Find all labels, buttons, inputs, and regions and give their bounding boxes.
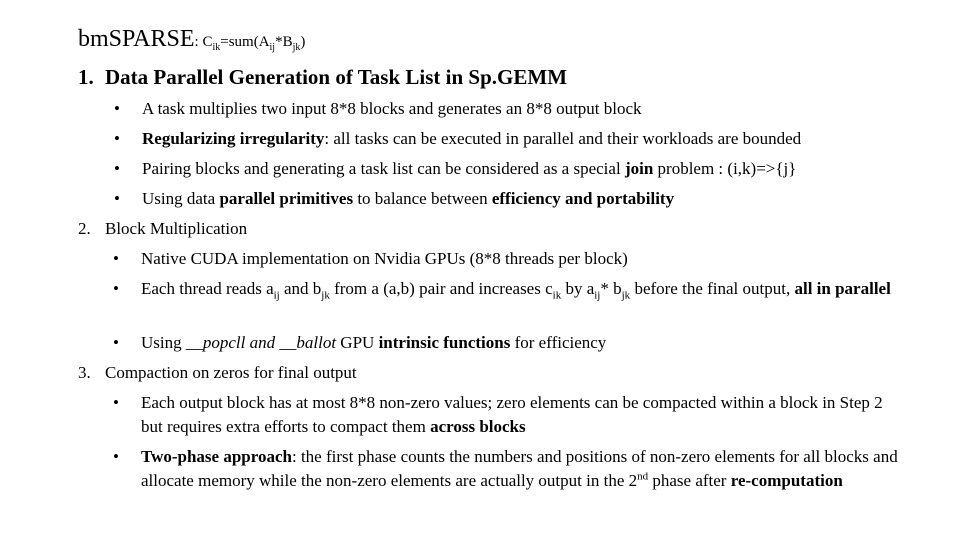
bullet-two-phase: • Two-phase approach: the first phase counts the numbers and positions of non-zero elements for all blocks and allocate memory while the non-zero elements are actually output in the 2nd phase after re-computation [113,447,898,490]
bullet-intrinsic-functions: • Using __popcll and __ballot GPU intrinsic functions for efficiency [141,331,941,355]
bullet-icon: • [113,393,119,412]
section-1-heading [78,64,567,90]
title-main: bmSPARSE [78,26,195,52]
title-formula: : $C_{ik}=sum(A_{ij}*B_{jk})$ [194,34,306,53]
section-label: Compaction on zeros for final output [105,363,357,382]
bullet-icon: • [114,189,120,208]
section-label: Data Parallel Generation of Task List in Sp.GEMM [105,65,568,89]
bullet-data-parallel-primitives: • Using data parallel primitives to balance between efficiency and portability [142,187,674,211]
section-number: 3. [78,363,91,382]
bullet-icon: • [113,279,119,298]
slide-title [78,24,305,57]
bullet-each-thread: • Each thread reads $a_{ij}$ and $b_{jk}$ from a (a,b) pair and increases $c_{ik}$ by $a_{ij}*$ $b_{jk}$ before the final output, all in parallel [113,279,891,302]
section-2-heading [78,217,247,241]
bullet-regularizing: • Regularizing irregularity: all tasks can be executed in parallel and their workloads are bounded [142,127,801,151]
bullet-pairing-blocks: • Pairing blocks and generating a task list can be considered as a special join problem : (i,k)=>{j} [142,157,796,181]
bullet-native-cuda: • Native CUDA implementation on Nvidia GPUs (8*8 threads per block) [141,247,941,271]
section-number: 1. [78,65,94,89]
bullet-icon: • [114,159,120,178]
section-label: Block Multiplication [105,219,248,238]
section-3-heading [78,361,357,385]
bullet-task-multiplies: • A task multiplies two input 8*8 blocks and generates an 8*8 output block [142,97,642,121]
bullet-icon: • [114,129,120,148]
bullet-icon: • [113,249,119,268]
bullet-icon: • [113,333,119,352]
bullet-icon: • [114,99,120,118]
bullet-output-block: • Each output block has at most 8*8 non-zero values; zero elements can be compacted within a block in Step 2 but requires extra efforts to compact them across blocks [113,393,883,436]
bullet-icon: • [113,447,119,466]
section-number: 2. [78,219,91,238]
